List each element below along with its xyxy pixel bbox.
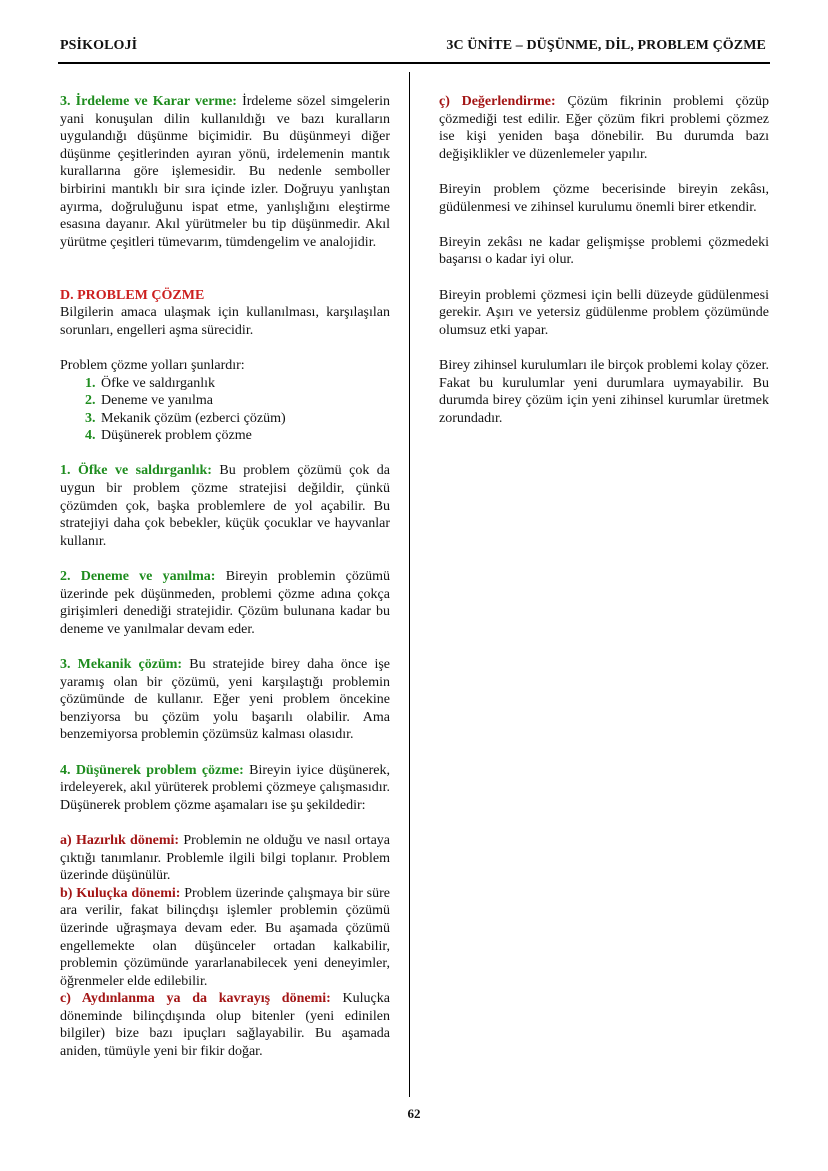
list-item [85, 427, 390, 445]
header-rule [58, 62, 770, 64]
paragraph-mekanik [60, 656, 390, 744]
kulucka-title: b) Kuluçka dönemi: [60, 885, 181, 901]
degerlendirme-text: Çözüm fikrinin problemi çözüp çözmediği test edilir. Eğer çözüm fikri problemi çözmez ise kişi yeniden başa dönebilir. Bu durumda bazı değişiklikler ve düzenlemeler yapılır. [439, 94, 769, 162]
list-item-text: Düşünerek problem çözme [101, 428, 252, 444]
paragraph-irdeleme [60, 93, 390, 251]
list-item [85, 392, 390, 410]
paragraph-dusunerek [60, 762, 390, 815]
dusunerek-title: 4. Düşünerek problem çözme: [60, 762, 244, 778]
degerlendirme-title: ç) Değerlendirme: [439, 94, 556, 109]
problem-solving-list [60, 375, 390, 445]
list-intro: Problem çözme yolları şunlardır: [60, 357, 245, 373]
kulucka-text: Problem üzerinde çalışmaya bir süre ara verilir, fakat bilinçdışı işlemler problemin çözümü üzerinde uğraşmaya devam eder. Bu aşamada çözümü engellemekte olan düşünceler ortadan kalkabilir, problemin çözümünde yararlanabilecek yeni deneyimler, öğrenmeler elde edilebilir. [60, 885, 390, 989]
list-item [85, 375, 390, 393]
aydinlanma-title: c) Aydınlanma ya da kavrayış dönemi: [60, 991, 331, 1007]
paragraph-gudulenme: Bireyin problemi çözmesi için belli düzeyde güdülenmesi gerekir. Aşırı ve yetersiz güdülenme problem çözümünde olumsuz etki yapar. [439, 287, 769, 338]
page-number: 62 [407, 1106, 421, 1121]
hazirlik-text: Problemin ne olduğu ve nasıl ortaya çıktığı tanımlanır. Problemle ilgili bilgi toplanır. Problem üzerinde düşünülür. [60, 832, 390, 884]
paragraph-zeka: Bireyin zekâsı ne kadar gelişmişse problemi çözmedeki başarısı o kadar iyi olur. [439, 234, 769, 268]
section-definition: Bilgilerin amaca ulaşmak için kullanılması, karşılaşılan sorunları, engelleri aşma sürecidir. [60, 305, 390, 338]
section-title-problem-cozme: D. PROBLEM ÇÖZME [60, 287, 205, 303]
list-item-number: 1. [85, 375, 96, 391]
paragraph-etkenler: Bireyin problem çözme becerisinde bireyin zekâsı, güdülenmesi ve zihinsel kurulumu önemli birer etkendir. [439, 181, 769, 215]
paragraph-kulucka [60, 885, 390, 991]
left-column [60, 93, 390, 1061]
irdeleme-title: 3. İrdeleme ve Karar verme: [60, 94, 237, 109]
list-item [85, 410, 390, 428]
mekanik-title: 3. Mekanik çözüm: [60, 657, 183, 672]
column-divider [409, 72, 410, 1097]
paragraph-ofke [60, 462, 390, 550]
irdeleme-text: İrdeleme sözel simgelerin yani konuşulan dilin kullanıldığı ve bazı kuralların uygulandığı düşünme biçimidir. Bu düşünmeyi diğer düşünme çeşitlerinden ayıran yönü, irdelemenin mantık kurallarına göre işlemesidir. Bu nedenle semboller birbirini mantıklı bir sıra içinde izler. Doğruyu yanlıştan ayırma, doğruluğunu ispat etme, yanlışlığını eleştirme esasına dayanır. Akıl yürütmeler bu tip düşünmedir. Akıl yürütme çeşitleri tümevarım, tümdengelim ve analojidir. [60, 94, 391, 250]
ofke-text: Bu problem çözümü çok da uygun bir problem çözme stratejisi değildir, çünkü çözümden çok, başka problemlere de yol açabilir. Bu stratejiyi daha çok bebekler, küçük çocuklar ve hayvanlar kullanır. [60, 463, 390, 549]
header-left-title: PSİKOLOJİ [60, 38, 138, 53]
list-item-number: 2. [85, 393, 96, 409]
paragraph-degerlendirme [439, 93, 769, 163]
mekanik-text: Bu stratejide birey daha önce işe yaramış olan bir çözümü, yeni karşılaştığı problemin çözümünde de kullanır. Eğer yeni problem öncekine benziyorsa bu çözüm yolu başarılı olabilir. Ama benzemiyorsa problemin çözümsüz kalması olasıdır. [60, 657, 390, 743]
right-column [439, 93, 769, 427]
list-item-text: Deneme ve yanılma [101, 393, 213, 409]
list-item-number: 3. [85, 410, 96, 426]
aydinlanma-text: Kuluçka döneminde bilinçdışında olup bitenler (yeni edinilen bilgiler) bize bazı ipuçları sağlayabilir. Bu aşamada aniden, tümüyle yeni bir fikir doğar. [60, 991, 390, 1060]
list-item-number: 4. [85, 428, 96, 444]
paragraph-zihinsel-kurulum: Birey zihinsel kurulumları ile birçok problemi kolay çözer. Fakat bu kurulumlar yeni durumlara uymayabilir. Bu durumda birey çözüm için yeni zihinsel kurumlar üretmek zorundadır. [439, 357, 769, 426]
list-item-text: Mekanik çözüm (ezberci çözüm) [101, 410, 286, 426]
paragraph-deneme [60, 568, 390, 638]
deneme-text: Bireyin problemin çözümü üzerinde pek düşünmeden, problemi çözme adına çokça girişimleri denediği stratejidir. Çözüm bulunana kadar bu deneme ve yanılmalar devam eder. [60, 569, 390, 637]
dusunerek-text: Bireyin iyice düşünerek, irdeleyerek, akıl yürüterek problemi çözmeye çalışmasıdır. Düşünerek problem çözme aşamaları ise şu şekildedir: [60, 762, 390, 813]
header-right-title: 3C ÜNİTE – DÜŞÜNME, DİL, PROBLEM ÇÖZME [446, 38, 766, 53]
hazirlik-title: a) Hazırlık dönemi: [60, 832, 180, 848]
deneme-title: 2. Deneme ve yanılma: [60, 569, 216, 585]
ofke-title: 1. Öfke ve saldırganlık: [60, 463, 212, 479]
paragraph-hazirlik [60, 832, 390, 885]
paragraph-aydinlanma [60, 990, 390, 1060]
list-item-text: Öfke ve saldırganlık [101, 375, 216, 391]
